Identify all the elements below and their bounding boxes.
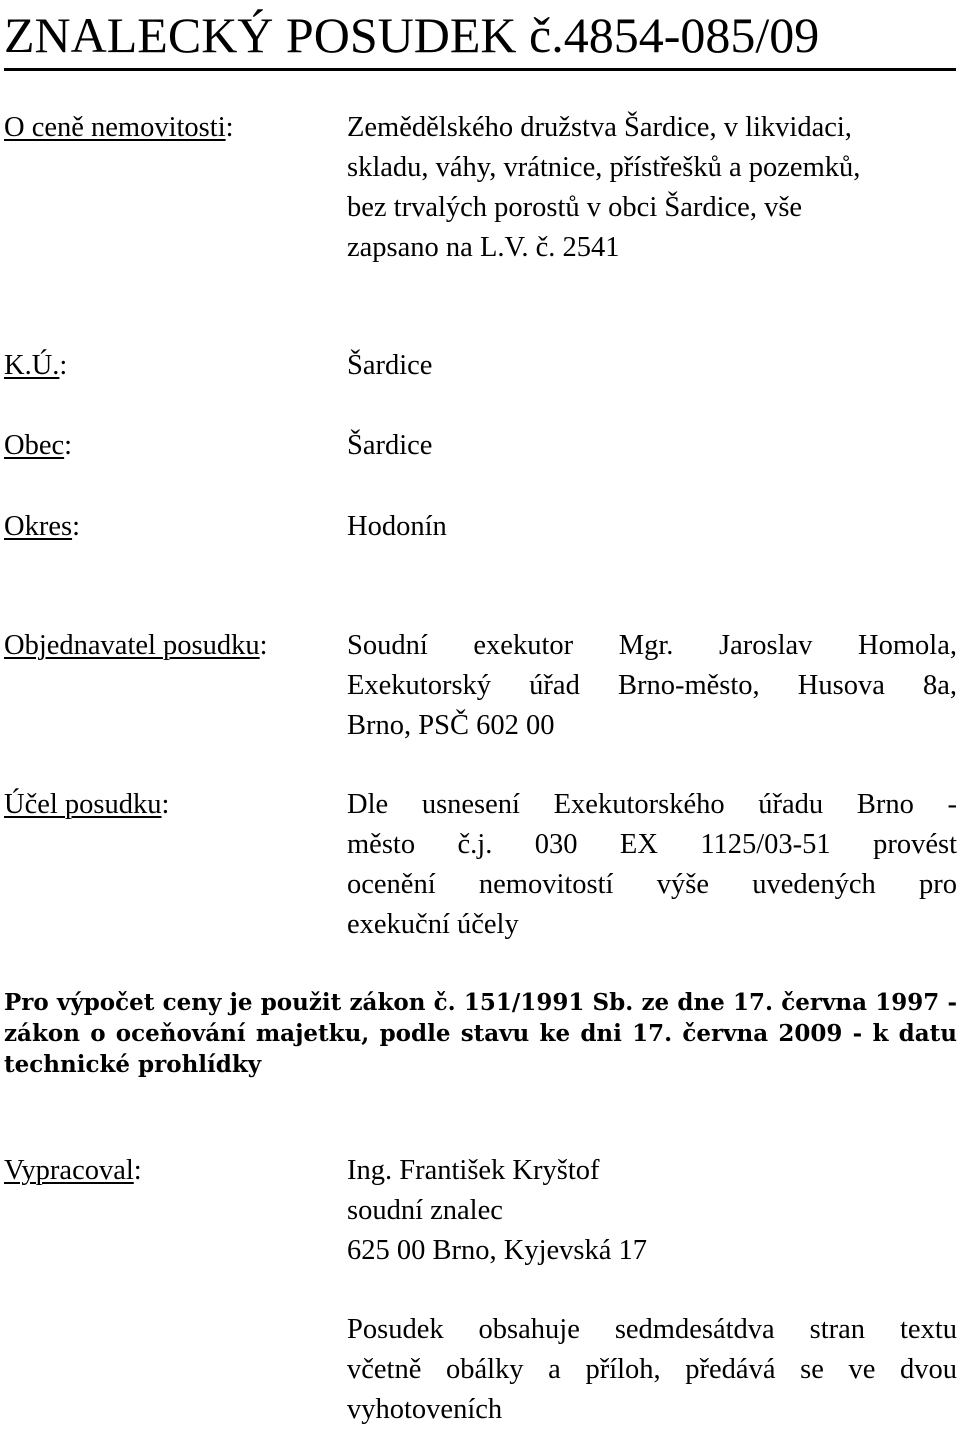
vypracoval-label: Vypracoval: bbox=[4, 1155, 142, 1186]
okres-value: Hodonín bbox=[347, 511, 447, 542]
nemovitost-line: zapsano na L.V. č. 2541 bbox=[347, 232, 620, 263]
ucel-value bbox=[347, 785, 957, 945]
poznamka-line: Posudek obsahuje sedmdesátdva stran textu bbox=[347, 1314, 957, 1345]
ucel-line: město č.j. 030 EX 1125/03-51 provést bbox=[347, 829, 957, 860]
ku-label: K.Ú.: bbox=[4, 350, 68, 381]
nemovitost-line: skladu, váhy, vrátnice, přístřešků a pozemků, bbox=[347, 152, 861, 183]
ucel-line: exekuční účely bbox=[347, 909, 519, 940]
ucel-line: ocenění nemovitostí výše uvedených pro bbox=[347, 869, 957, 900]
vypracoval-value bbox=[347, 1151, 957, 1271]
objednavatel-label: Objednavatel posudku: bbox=[4, 630, 268, 661]
nemovitost-line: bez trvalých porostů v obci Šardice, vše bbox=[347, 192, 803, 223]
objednavatel-value bbox=[347, 626, 957, 746]
document-title: ZNALECKÝ POSUDEK č.4854-085/09 bbox=[4, 2, 956, 71]
zakon-line: zákon o oceňování majetku, podle stavu ke dni 17. června 2009 - k datu bbox=[4, 1020, 957, 1047]
zakon-line: Pro výpočet ceny je použit zákon č. 151/1991 Sb. ze dne 17. června 1997 - bbox=[4, 989, 957, 1016]
vypracoval-line: 625 00 Brno, Kyjevská 17 bbox=[347, 1235, 648, 1266]
ucel-label: Účel posudku: bbox=[4, 789, 170, 820]
objednavatel-line: Brno, PSČ 602 00 bbox=[347, 710, 555, 741]
obec-value: Šardice bbox=[347, 430, 433, 461]
poznamka-line: včetně obálky a příloh, předává se ve dvou bbox=[347, 1354, 957, 1385]
poznamka-line: vyhotoveních bbox=[347, 1394, 503, 1425]
nemovitost-label: O ceně nemovitosti: bbox=[4, 112, 234, 143]
ucel-line: Dle usnesení Exekutorského úřadu Brno - bbox=[347, 789, 957, 820]
nemovitost-line: Zemědělského družstva Šardice, v likvidaci, bbox=[347, 112, 852, 143]
vypracoval-line: soudní znalec bbox=[347, 1195, 503, 1226]
obec-label: Obec: bbox=[4, 430, 73, 461]
okres-label: Okres: bbox=[4, 511, 80, 542]
nemovitost-value bbox=[347, 108, 957, 268]
objednavatel-line: Soudní exekutor Mgr. Jaroslav Homola, bbox=[347, 630, 957, 661]
objednavatel-line: Exekutorský úřad Brno-město, Husova 8a, bbox=[347, 670, 957, 701]
zakon-line: technické prohlídky bbox=[4, 1051, 262, 1078]
poznamka-paragraph bbox=[347, 1310, 957, 1430]
vypracoval-line: Ing. František Kryštof bbox=[347, 1155, 600, 1186]
zakon-paragraph bbox=[4, 987, 957, 1080]
ku-value: Šardice bbox=[347, 350, 433, 381]
